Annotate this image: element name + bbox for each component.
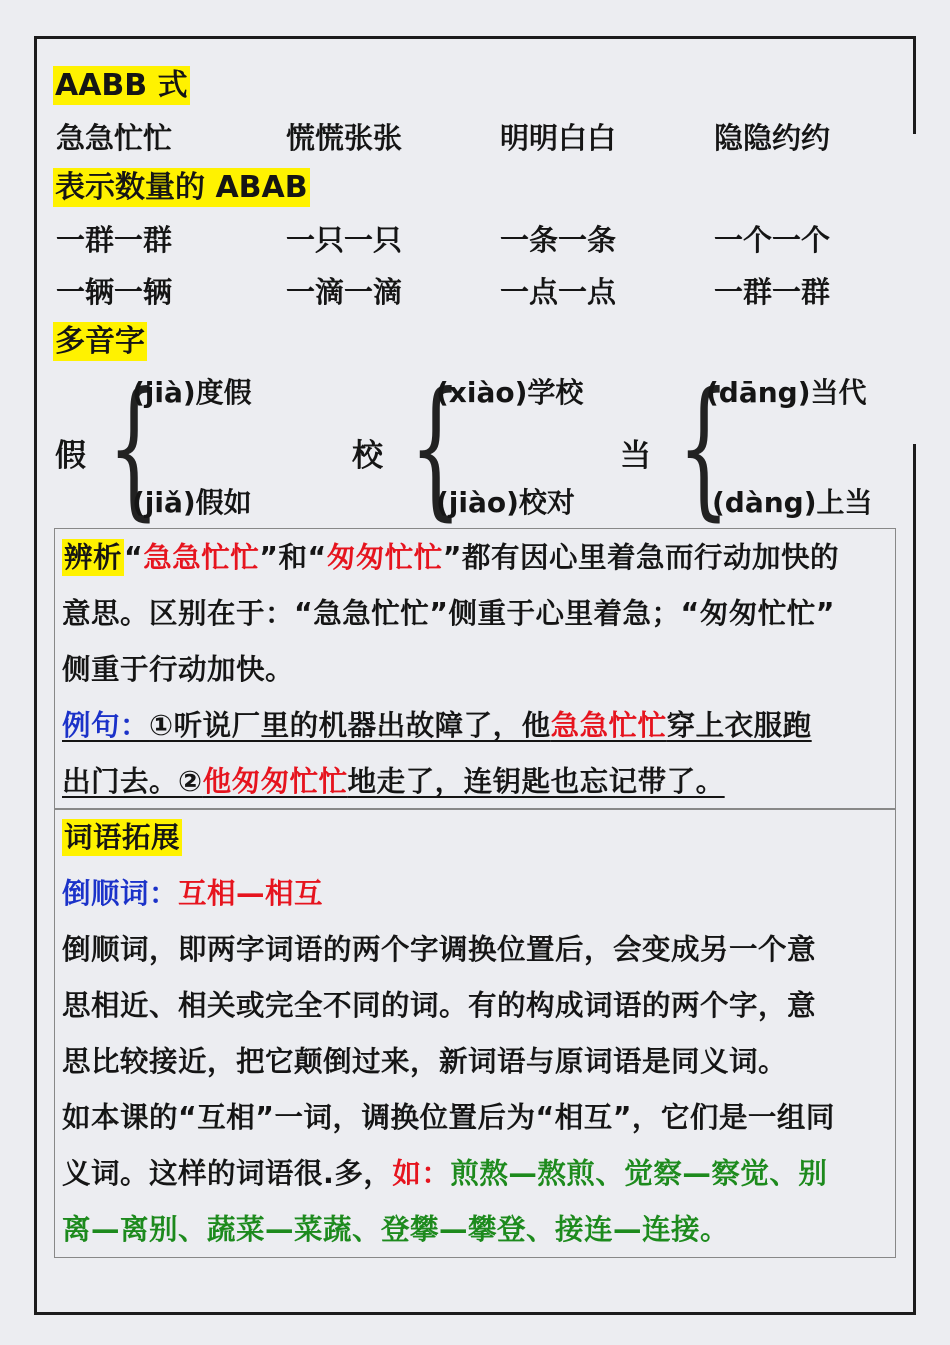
example-prefix: 如： xyxy=(392,1157,451,1190)
example-words-1: 煎熬—熬煎、觉察—察觉、别 xyxy=(450,1157,828,1190)
left-brace-icon: { xyxy=(677,361,730,535)
reversible-word-label: 倒顺词： xyxy=(62,877,179,910)
example-line-2 xyxy=(62,754,892,810)
section-polyphone-heading xyxy=(53,322,147,362)
example-line-1 xyxy=(62,698,892,754)
left-brace-icon: { xyxy=(409,361,462,535)
section-abab-heading xyxy=(53,168,310,208)
example-words-2: 离—离别、蔬菜—菜蔬、登攀—攀登、接连—连接。 xyxy=(62,1213,730,1246)
example-2-text-a: 出门去。② xyxy=(62,765,203,798)
expansion-line-4: 如本课的“互相”一词，调换位置后为“相互”，它们是一组同 xyxy=(62,1101,835,1134)
frame-right-upper-line xyxy=(913,36,916,134)
expansion-line-5 xyxy=(62,1146,892,1202)
expansion-title: 词语拓展 xyxy=(64,821,181,854)
abab-word-r1-1: 一群一群 xyxy=(56,223,173,257)
aabb-word-4: 隐隐约约 xyxy=(714,121,831,155)
abab-word-r1-2: 一只一只 xyxy=(286,223,403,257)
section-abab-title: 表示数量的 ABAB xyxy=(55,170,308,205)
section-aabb-title: AABB 式 xyxy=(55,68,188,103)
polyphone-3-top: (dāng)当代 xyxy=(706,376,867,409)
example-label: 例句： xyxy=(62,709,150,742)
example-1-text-b: 穿上衣服跑 xyxy=(666,709,812,742)
section-polyphone-title: 多音字 xyxy=(55,324,145,359)
analysis-label: 辨析 xyxy=(64,541,123,574)
frame-top-line xyxy=(36,36,916,39)
abab-word-r1-3: 一条一条 xyxy=(500,223,617,257)
expansion-line-3: 思比较接近，把它颠倒过来，新词语与原词语是同义词。 xyxy=(62,1045,788,1078)
left-brace-icon: { xyxy=(107,361,160,535)
analysis-line-1 xyxy=(62,530,892,586)
abab-word-r1-4: 一个一个 xyxy=(714,223,831,257)
expansion-sub xyxy=(62,866,892,922)
term-jijimangmang: 急急忙忙 xyxy=(143,541,260,574)
reversible-word-example: 互相—相互 xyxy=(178,877,324,910)
aabb-word-3: 明明白白 xyxy=(500,121,617,155)
quote: “ xyxy=(124,541,144,574)
example-2-highlight: 他匆匆忙忙 xyxy=(202,765,348,798)
term-congcongmangmang: 匆匆忙忙 xyxy=(326,541,443,574)
abab-word-r2-3: 一点一点 xyxy=(500,275,617,309)
polyphone-2-bottom: (jiào)校对 xyxy=(436,486,575,519)
example-1-highlight: 急急忙忙 xyxy=(550,709,667,742)
analysis-line-2: 意思。区别在于：“急急忙忙”侧重于心里着急；“匆匆忙忙” xyxy=(62,597,835,630)
analysis-line-3: 侧重于行动加快。 xyxy=(62,653,295,686)
polyphone-1-top: (jià)度假 xyxy=(132,376,252,409)
expansion-heading xyxy=(62,810,892,866)
analysis-paragraph xyxy=(62,530,892,810)
expansion-line-1: 倒顺词，即两字词语的两个字调换位置后，会变成另一个意 xyxy=(62,933,817,966)
abab-word-r2-4: 一群一群 xyxy=(714,275,831,309)
abab-word-r2-2: 一滴一滴 xyxy=(286,275,403,309)
polyphone-char-2: 校 xyxy=(352,438,383,474)
polyphone-3-bottom: (dàng)上当 xyxy=(712,486,873,519)
quote-and: ”和“ xyxy=(259,541,327,574)
polyphone-1-bottom: (jiǎ)假如 xyxy=(132,486,252,519)
expansion-line-2: 思相近、相关或完全不同的词。有的构成词语的两个字，意 xyxy=(62,989,817,1022)
polyphone-char-1: 假 xyxy=(55,438,86,474)
example-1-text-a: ①听说厂里的机器出故障了，他 xyxy=(149,709,551,742)
aabb-word-2: 慌慌张张 xyxy=(286,121,403,155)
aabb-word-1: 急急忙忙 xyxy=(56,121,173,155)
abab-word-r2-1: 一辆一辆 xyxy=(56,275,173,309)
example-2-text-b: 地走了，连钥匙也忘记带了。 xyxy=(347,765,725,798)
frame-left-line xyxy=(34,36,37,1314)
frame-bottom-line xyxy=(34,1312,916,1315)
polyphone-2-top: (xiào)学校 xyxy=(436,376,584,409)
expansion-paragraph xyxy=(62,810,892,1258)
expansion-line-5-text: 义词。这样的词语很.多， xyxy=(62,1157,393,1190)
analysis-line-1-rest: ”都有因心里着急而行动加快的 xyxy=(442,541,839,574)
section-aabb-heading xyxy=(53,66,190,106)
polyphone-char-3: 当 xyxy=(620,438,651,474)
frame-right-lower-line xyxy=(913,444,916,1314)
